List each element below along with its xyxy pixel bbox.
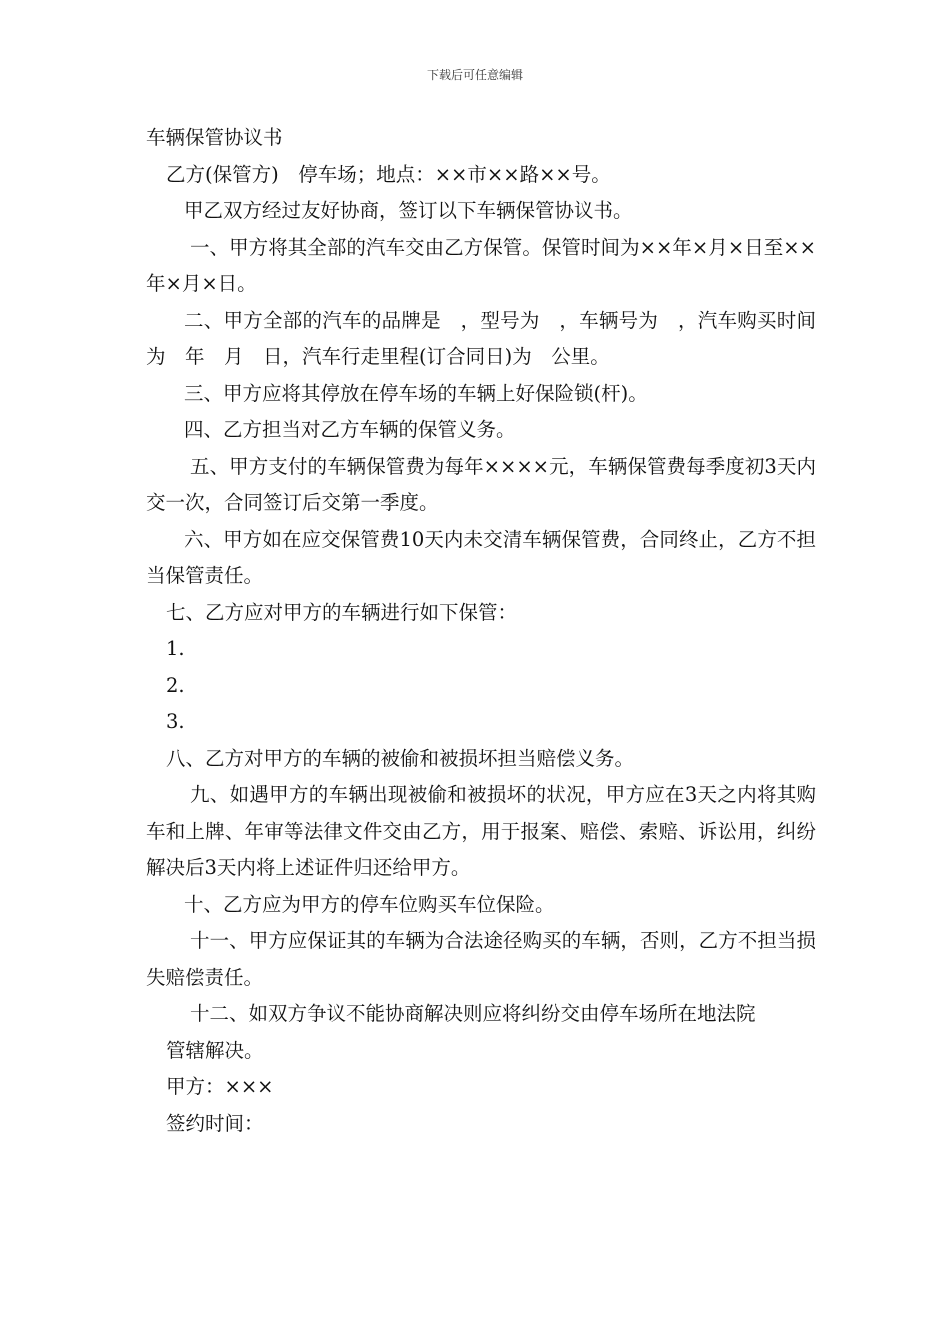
list-item-1: 1. [166, 637, 185, 660]
party-a-line: 甲方：××× [166, 1075, 274, 1098]
clause-8: 八、乙方对甲方的车辆的被偷和被损坏担当赔偿义务。 [166, 746, 635, 770]
clause-12-continued: 管辖解决。 [166, 1038, 264, 1062]
sign-date-line: 签约时间： [166, 1111, 264, 1135]
document-body [146, 120, 816, 1142]
clause-4: 四、乙方担当对乙方车辆的保管义务。 [184, 418, 516, 441]
party-b-line: 乙方(保管方) 停车场；地点：××市××路××号。 [166, 162, 611, 186]
document-title: 车辆保管协议书 [146, 126, 283, 149]
header-note: 下载后可任意编辑 [426, 68, 523, 82]
clause-1: 一、甲方将其全部的汽车交由乙方保管。保管时间为××年×月×日至××年×月×日。 [146, 235, 816, 295]
clause-3: 三、甲方应将其停放在停车场的车辆上好保险锁(杆)。 [184, 381, 648, 405]
clause-6: 六、甲方如在应交保管费10天内未交清车辆保管费，合同终止，乙方不担当保管责任。 [146, 527, 816, 587]
clause-10: 十、乙方应为甲方的停车位购买车位保险。 [184, 892, 555, 916]
clause-11: 十一、甲方应保证其的车辆为合法途径购买的车辆，否则，乙方不担当损失赔偿责任。 [146, 929, 816, 989]
clause-12: 十二、如双方争议不能协商解决则应将纠纷交由停车场所在地法院 [190, 1002, 756, 1025]
intro-paragraph: 甲乙双方经过友好协商，签订以下车辆保管协议书。 [184, 199, 633, 222]
clause-2: 二、甲方全部的汽车的品牌是 ，型号为 ，车辆号为 ，汽车购买时间为 年 月 日，汽车行走里程(订合同日)为 公里。 [146, 308, 816, 368]
clause-9: 九、如遇甲方的车辆出现被偷和被损坏的状况，甲方应在3天之内将其购车和上牌、年审等法律文件交由乙方，用于报案、赔偿、索赔、诉讼用，纠纷解决后3天内将上述证件归还给甲方。 [146, 783, 816, 879]
list-item-3: 3. [166, 710, 185, 733]
clause-5: 五、甲方支付的车辆保管费为每年××××元，车辆保管费每季度初3天内交一次，合同签订后交第一季度。 [146, 454, 816, 514]
clause-7: 七、乙方应对甲方的车辆进行如下保管： [166, 600, 518, 624]
list-item-2: 2. [166, 673, 185, 697]
